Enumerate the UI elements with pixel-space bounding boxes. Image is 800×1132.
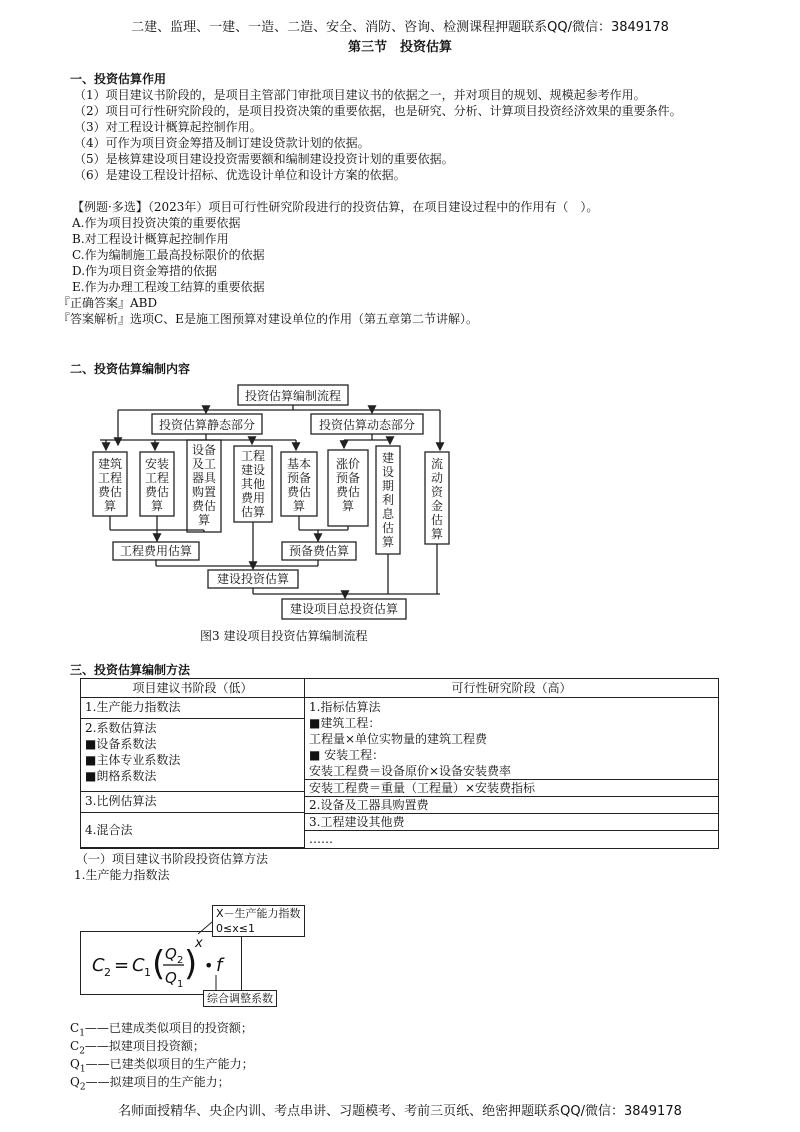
table-cell: 4.混合法 [81, 813, 305, 848]
example-option: B.对工程设计概算起控制作用 [72, 232, 229, 246]
flow-yb-label: 预备费估算 [288, 544, 350, 558]
flow-box-label: 算 [150, 499, 164, 513]
flow-box-label: 其他 [240, 477, 266, 491]
s1-heading: 一、投资估算作用 [70, 72, 167, 86]
table-header: 可行性研究阶段（高） [305, 679, 719, 698]
def-line: $Q_1——$已建类似项目的生产能力； [70, 1057, 254, 1075]
flow-box-label: 算 [292, 499, 306, 513]
svg-text:2: 2 [177, 955, 184, 966]
svg-text:(: ( [152, 944, 166, 984]
flow-box-label: 工程 [144, 471, 170, 485]
flow-box-label: 估 [430, 513, 444, 527]
flow-box-label: 设备 [191, 443, 217, 457]
flow-box-label: 器具 [191, 471, 217, 485]
table-header: 项目建议书阶段（低） [81, 679, 305, 698]
flow-total-label: 建设项目总投资估算 [289, 602, 399, 616]
flow-box-label: 及工 [191, 457, 217, 471]
flow-caption: 图3 建设项目投资估算编制流程 [200, 629, 368, 643]
flow-box-label: 利 [381, 493, 395, 507]
sub-heading: （一）项目建议书阶段投资估算方法 [76, 852, 269, 866]
flow-box-label: 算 [197, 513, 211, 527]
svg-text:C: C [132, 955, 145, 976]
svg-text:): ) [184, 944, 198, 984]
flow-box-label: 工程 [97, 471, 123, 485]
table-cell-right: 1.指标估算法 ■建筑工程： 工程量×单位实物量的建筑工程费 ■ 安装工程： 安装工程费＝设备原价×设备安装费率 安装工程费＝重量（工程量）×安装费指标 2.设备及工器具购置费 3.工程建设其他费 …… [305, 698, 719, 849]
flow-box-label: 算 [103, 499, 117, 513]
svg-text:f: f [216, 955, 223, 976]
s2-heading: 二、投资估算编制内容 [70, 362, 191, 376]
example-question: 【例题·多选】（2023年）项目可行性研究阶段进行的投资估算，在项目建设过程中的作用有（ ）。 [72, 200, 599, 214]
svg-text:1: 1 [144, 966, 151, 979]
page-footer: 名师面授精华、央企内训、考点串讲、习题模考、考前三页纸、绝密押题联系QQ/微信：3849178 [118, 1104, 682, 1119]
flow-box-label: 资 [430, 485, 444, 499]
flow-js-label: 建设投资估算 [216, 572, 290, 586]
flow-box-label: 算 [341, 499, 355, 513]
svg-text:Q: Q [165, 969, 177, 987]
def-line: $C_1——$已建成类似项目的投资额； [70, 1021, 253, 1039]
flow-box-label: 算 [381, 535, 395, 549]
table-cell: 3.比例估算法 [81, 792, 305, 813]
section-title: 第三节 投资估算 [347, 40, 452, 55]
s1-item: （6）是建设工程设计招标、优选设计单位和设计方案的依据。 [74, 168, 406, 182]
svg-text:2: 2 [104, 966, 111, 979]
example-option: A.作为项目投资决策的重要依据 [72, 216, 241, 230]
flow-box-label: 期 [381, 479, 395, 493]
s1-item: （2）项目可行性研究阶段的，是项目投资决策的重要依据，也是研究、分析、计算项目投资经济效果的重要条件。 [74, 104, 682, 118]
example-answer: 『正确答案』ABD [58, 296, 158, 310]
flow-box-label: 费估 [97, 485, 123, 499]
flow-box-label: 算 [430, 527, 444, 541]
flow-gc-label: 工程费用估算 [119, 544, 193, 558]
flow-box-label: 估算 [240, 505, 266, 519]
svg-text:•: • [204, 956, 214, 975]
flow-box-label: 估 [381, 521, 395, 535]
example-option: E.作为办理工程竣工结算的重要依据 [72, 280, 265, 294]
flow-box-label: 涨价 [335, 457, 361, 471]
flow-box-label: 建筑 [97, 457, 123, 471]
example-option: C.作为编制施工最高投标限价的依据 [72, 248, 265, 262]
sub-heading: 1.生产能力指数法 [74, 868, 170, 882]
flow-box-label: 费估 [191, 499, 217, 513]
def-line: $Q_2——$拟建项目的生产能力； [70, 1075, 230, 1093]
flow-dynamic-label: 投资估算动态部分 [318, 418, 416, 432]
flow-box-label: 费估 [286, 485, 312, 499]
flow-box-label: 费估 [335, 485, 361, 499]
flow-box-label: 购置 [191, 485, 217, 499]
svg-text:x: x [195, 936, 203, 951]
flow-box-label: 流 [430, 457, 444, 471]
flow-static-label: 投资估算静态部分 [158, 418, 256, 432]
page-header: 二建、监理、一建、一造、二造、安全、消防、咨询、检测课程押题联系QQ/微信：3849178 [131, 20, 669, 35]
flow-box-label: 费用 [240, 491, 266, 505]
def-line: $C_2——$拟建项目投资额； [70, 1039, 205, 1057]
flow-box-label: 预备 [286, 471, 312, 485]
flow-box-label: 金 [430, 499, 444, 513]
example-analysis: 『答案解析』选项C、E是施工图预算对建设单位的作用（第五章第二节讲解）。 [58, 312, 478, 326]
s1-item: （5）是核算建设项目建设投资需要额和编制建设投资计划的重要依据。 [74, 152, 454, 166]
table-cell: 2.系数估算法 ■设备系数法 ■主体专业系数法 ■朗格系数法 [81, 718, 305, 791]
svg-text:1: 1 [177, 979, 184, 990]
s1-item: （4）可作为项目资金筹措及制订建设贷款计划的依据。 [74, 136, 370, 150]
s3-heading: 三、投资估算编制方法 [70, 663, 191, 677]
s1-item: （3）对工程设计概算起控制作用。 [74, 120, 262, 134]
note-f: 综合调整系数 [203, 990, 277, 1007]
flow-top-label: 投资估算编制流程 [244, 389, 342, 403]
flow-box-label: 设 [381, 465, 395, 479]
flow-box-label: 安装 [144, 457, 170, 471]
flow-box-label: 工程 [240, 449, 266, 463]
svg-text:Q: Q [165, 945, 177, 963]
table-cell: 1.生产能力指数法 [81, 698, 305, 719]
flow-box-label: 动 [430, 471, 444, 485]
svg-text:C: C [92, 955, 105, 976]
flow-box-label: 预备 [335, 471, 361, 485]
flow-box-label: 费估 [144, 485, 170, 499]
flow-box-label: 建 [381, 451, 395, 465]
note-x: X－生产能力指数 0≤x≤1 [212, 905, 305, 937]
flow-box-label: 建设 [240, 463, 266, 477]
flow-box-label: 基本 [286, 457, 312, 471]
s1-item: （1）项目建议书阶段的，是项目主管部门审批项目建议书的依据之一，并对项目的规划、规模起参考作用。 [74, 88, 646, 102]
example-option: D.作为项目资金筹措的依据 [72, 264, 218, 278]
svg-text:=: = [114, 955, 130, 976]
flow-box-label: 息 [381, 507, 395, 521]
